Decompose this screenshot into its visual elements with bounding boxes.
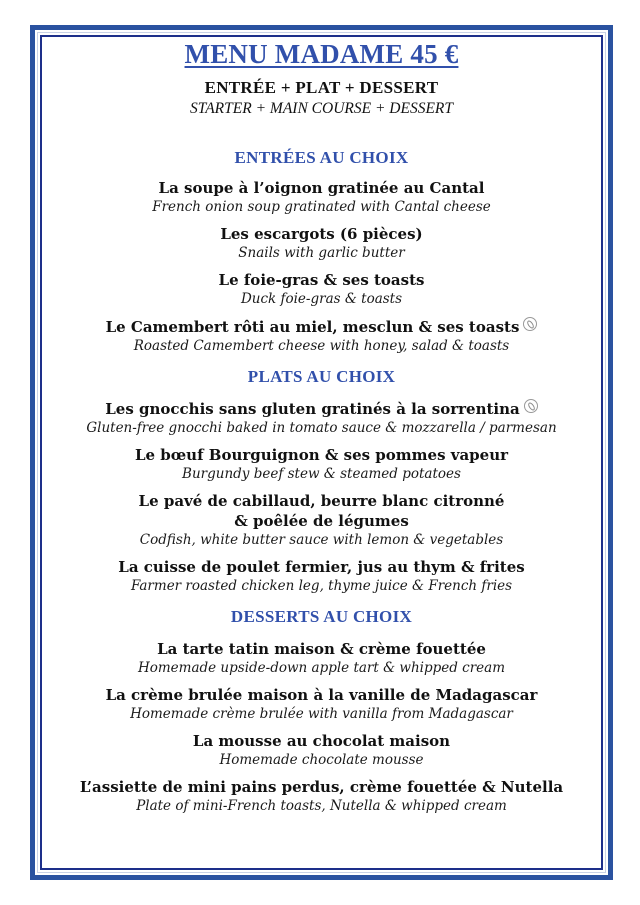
item-description-en: Farmer roasted chicken leg, thyme juice & French fries bbox=[130, 578, 513, 594]
item-name-fr-row bbox=[40, 399, 603, 419]
item-description-en: Homemade upside-down apple tart & whipped cream bbox=[137, 660, 506, 676]
menu-item bbox=[40, 685, 603, 724]
menu-item bbox=[40, 178, 603, 217]
item-name-fr: La mousse au chocolat maison bbox=[192, 732, 451, 750]
formula-en: STARTER + MAIN COURSE + DESSERT bbox=[189, 100, 453, 117]
item-description-en: Homemade crème brulée with vanilla from Madagascar bbox=[130, 706, 513, 722]
item-description-en: Snails with garlic butter bbox=[238, 245, 405, 261]
item-name-fr-line2: & poêlée de légumes bbox=[234, 512, 409, 530]
menu-title: MENU MADAME 45 € bbox=[184, 39, 459, 69]
item-description-en: Codfish, white butter sauce with lemon & vegetables bbox=[139, 532, 504, 548]
item-description-en: Gluten-free gnocchi baked in tomato sauce & mozzarella / parmesan bbox=[86, 420, 557, 436]
item-name-fr: Le pavé de cabillaud, beurre blanc citronné bbox=[138, 492, 505, 510]
menu-item bbox=[40, 270, 603, 309]
vegetarian-leaf-icon bbox=[523, 317, 537, 331]
item-name-fr: Les gnocchis sans gluten gratinés à la sorrentina bbox=[105, 400, 520, 418]
item-name-fr: La tarte tatin maison & crème fouettée bbox=[157, 640, 486, 658]
item-description-en: Burgundy beef stew & steamed potatoes bbox=[182, 466, 461, 482]
item-name-fr: L’assiette de mini pains perdus, crème fouettée & Nutella bbox=[79, 778, 564, 796]
menu-item bbox=[40, 399, 603, 438]
item-name-fr: Les escargots (6 pièces) bbox=[220, 225, 423, 243]
item-description-en: Plate of mini-French toasts, Nutella & whipped cream bbox=[136, 798, 507, 814]
menu-item bbox=[40, 317, 603, 356]
section-title-desserts: DESSERTS AU CHOIX bbox=[230, 607, 413, 626]
item-description-en: Homemade chocolate mousse bbox=[219, 752, 424, 768]
menu-item bbox=[40, 639, 603, 678]
menu-item bbox=[40, 491, 603, 550]
item-name-fr-row bbox=[40, 317, 603, 337]
section-title-plats: PLATS AU CHOIX bbox=[247, 367, 396, 386]
vegetarian-leaf-icon bbox=[524, 399, 538, 413]
menu-item bbox=[40, 731, 603, 770]
menu-item bbox=[40, 777, 603, 816]
item-name-fr: La crème brulée maison à la vanille de Madagascar bbox=[105, 686, 538, 704]
item-name-fr: La soupe à l’oignon gratinée au Cantal bbox=[158, 179, 485, 197]
item-name-fr: Le Camembert rôti au miel, mesclun & ses toasts bbox=[105, 318, 520, 336]
menu-item bbox=[40, 557, 603, 596]
item-description-en: French onion soup gratinated with Cantal cheese bbox=[152, 199, 491, 215]
menu-content bbox=[40, 32, 603, 816]
formula-fr: ENTRÉE + PLAT + DESSERT bbox=[204, 78, 439, 97]
item-name-fr: Le foie-gras & ses toasts bbox=[218, 271, 425, 289]
item-name-fr: La cuisse de poulet fermier, jus au thym & frites bbox=[118, 558, 525, 576]
menu-item bbox=[40, 445, 603, 484]
section-title-entrees: ENTRÉES AU CHOIX bbox=[234, 148, 409, 167]
menu-item bbox=[40, 224, 603, 263]
item-description-en: Duck foie-gras & toasts bbox=[240, 291, 403, 307]
item-description-en: Roasted Camembert cheese with honey, salad & toasts bbox=[133, 338, 510, 354]
item-name-fr: Le bœuf Bourguignon & ses pommes vapeur bbox=[134, 446, 509, 464]
